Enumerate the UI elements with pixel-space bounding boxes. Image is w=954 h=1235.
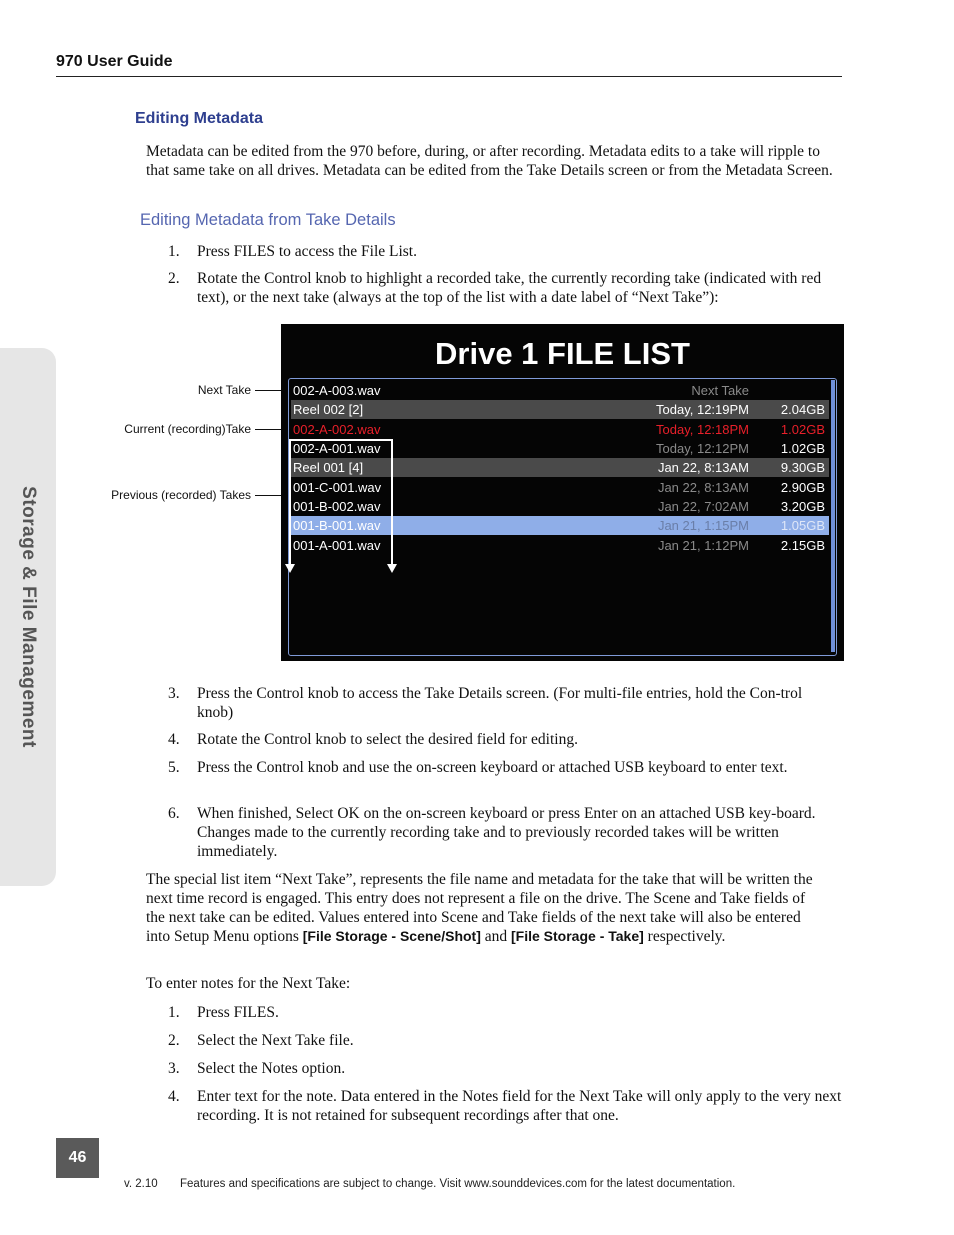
- setup-option-scene: [File Storage - Scene/Shot]: [302, 928, 481, 944]
- file-date: Today, 12:18PM: [656, 422, 749, 437]
- file-date: Jan 22, 8:13AM: [657, 460, 749, 475]
- list-text: Rotate the Control knob to highlight a recorded take, the currently recording take (indicated with red text), or the next take (always at the top of the list with a date label of “Next Take”):: [197, 270, 822, 306]
- list-text: Press FILES to access the File List.: [197, 243, 417, 260]
- file-row[interactable]: [291, 536, 829, 555]
- next-take-tail: respectively.: [647, 928, 726, 945]
- file-size: 2.04GB: [780, 402, 825, 417]
- list-number: 4.: [168, 731, 180, 748]
- callout-previous-takes: Previous (recorded) Takes: [111, 488, 251, 502]
- section-heading: Editing Metadata: [135, 110, 264, 127]
- file-list-screenshot: [281, 324, 844, 661]
- footer-note: Features and specifications are subject to change. Visit www.sounddevices.com for the latest documentation.: [180, 1178, 736, 1190]
- callout-next-take: Next Take: [197, 383, 251, 397]
- file-date: Jan 22, 8:13AM: [657, 480, 749, 495]
- list-number: 2.: [168, 1032, 180, 1049]
- file-name: 002-A-002.wav: [293, 422, 381, 437]
- file-date: Today, 12:12PM: [656, 441, 749, 456]
- scrollbar[interactable]: [831, 380, 835, 652]
- file-name: Reel 001 [4]: [293, 460, 364, 475]
- next-take-text: The special list item “Next Take”, represents the file name and metadata for the take that will be written the next time record is engaged. This entry does not represent a file on the drive. The Scene and Take fields of the next take can be edited. Values entered into Scene and Take fields of the next take will also be entered into Setup Menu options: [146, 871, 813, 945]
- file-name: 001-B-001.wav: [293, 518, 381, 533]
- file-row[interactable]: [291, 497, 829, 516]
- list-number: 2.: [168, 270, 180, 287]
- callout-line: [255, 429, 284, 430]
- list-text: When finished, Select OK on the on-screen keyboard or press Enter on an attached USB key-board. Changes made to the currently recording take and to previously recorded takes will be written immediately.: [197, 805, 816, 860]
- file-name: 001-A-001.wav: [293, 538, 381, 553]
- file-size: 1.02GB: [780, 441, 825, 456]
- footer: [124, 1178, 735, 1190]
- file-date: Jan 21, 1:12PM: [657, 538, 749, 553]
- header-rule: [56, 76, 842, 77]
- bracket-arrow-down-icon: [387, 564, 397, 573]
- file-name: 001-B-002.wav: [293, 499, 381, 514]
- list-text: Press the Control knob and use the on-screen keyboard or attached USB keyboard to enter text.: [197, 759, 788, 776]
- file-date: Jan 22, 7:02AM: [657, 499, 749, 514]
- notes-intro: To enter notes for the Next Take:: [146, 975, 351, 992]
- file-size: 2.90GB: [780, 480, 825, 495]
- list-text: Press the Control knob to access the Take Details screen. (For multi-file entries, hold the Con-trol knob): [197, 685, 803, 721]
- file-row[interactable]: [291, 458, 829, 477]
- file-row-next-take[interactable]: [291, 381, 829, 400]
- version: v. 2.10: [124, 1178, 158, 1190]
- screen-title: Drive 1 FILE LIST: [435, 336, 690, 371]
- file-size: 3.20GB: [780, 499, 825, 514]
- intro-paragraph: Metadata can be edited from the 970 before, during, or after recording. Metadata edits to a take will ripple to that same take on all drives. Metadata can be edited from the Take Details screen or from the Metadata Screen.: [146, 143, 833, 179]
- file-size: 1.05GB: [780, 518, 825, 533]
- file-date: Today, 12:19PM: [656, 402, 749, 417]
- file-row[interactable]: [291, 400, 829, 419]
- list-number: 3.: [168, 1060, 180, 1077]
- page-number-box: [56, 1138, 99, 1178]
- file-date: Next Take: [691, 383, 749, 398]
- list-text: Enter text for the note. Data entered in the Notes field for the Next Take will only apply to the very next recording. It is not retained for subsequent recordings after that one.: [197, 1088, 842, 1124]
- list-number: 1.: [168, 243, 180, 260]
- list-text: Press FILES.: [197, 1004, 279, 1021]
- file-row[interactable]: [291, 439, 829, 458]
- setup-option-take: [File Storage - Take]: [511, 928, 644, 944]
- list-number: 6.: [168, 805, 180, 822]
- list-text: Select the Notes option.: [197, 1060, 346, 1077]
- conjunction: and: [484, 928, 508, 945]
- file-name: 002-A-003.wav: [293, 383, 381, 398]
- bracket-arrow-down-icon: [285, 564, 295, 573]
- header-title: 970 User Guide: [56, 53, 173, 70]
- callout-line: [255, 390, 284, 391]
- list-text: Rotate the Control knob to select the desired field for editing.: [197, 731, 578, 748]
- callout-current-take: Current (recording)Take: [124, 422, 251, 436]
- file-size: 9.30GB: [780, 460, 825, 475]
- bracket-line-left: [289, 439, 291, 564]
- list-number: 4.: [168, 1088, 180, 1105]
- bracket-top: [289, 439, 393, 441]
- side-tab-label: Storage & File Management: [18, 486, 39, 748]
- list-number: 5.: [168, 759, 180, 776]
- file-row[interactable]: [291, 478, 829, 497]
- file-name: 001-C-001.wav: [293, 480, 382, 495]
- next-take-paragraph: [146, 870, 814, 946]
- list-text: Select the Next Take file.: [197, 1032, 354, 1049]
- callout-line: [255, 495, 284, 496]
- bracket-line-right: [391, 439, 393, 564]
- file-size: 2.15GB: [780, 538, 825, 553]
- file-name: 002-A-001.wav: [293, 441, 381, 456]
- list-number: 1.: [168, 1004, 180, 1021]
- file-row-recording[interactable]: [291, 420, 829, 439]
- list-number: 3.: [168, 685, 180, 702]
- file-name: Reel 002 [2]: [293, 402, 364, 417]
- subsection-heading: Editing Metadata from Take Details: [140, 211, 396, 229]
- file-row-selected[interactable]: [291, 516, 829, 535]
- file-date: Jan 21, 1:15PM: [657, 518, 749, 533]
- page-number: 46: [68, 1149, 87, 1166]
- file-size: 1.02GB: [780, 422, 825, 437]
